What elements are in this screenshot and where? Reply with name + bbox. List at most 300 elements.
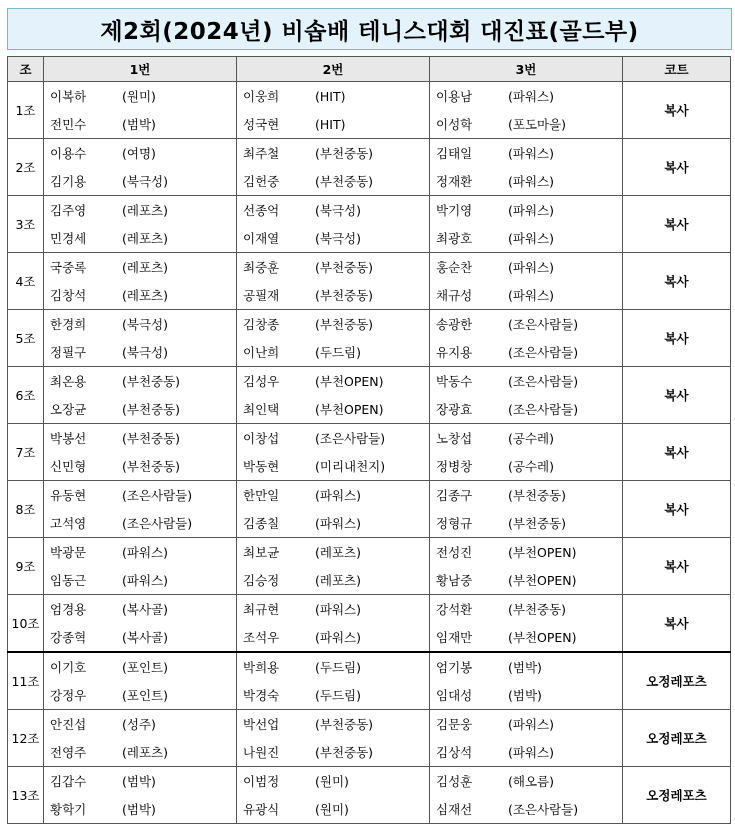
- player-entry: [243, 452, 429, 480]
- player-club: (파워스): [508, 745, 554, 760]
- player-name: 최중훈: [243, 260, 280, 275]
- player-entry: [436, 224, 622, 252]
- group-label: 13조: [8, 767, 44, 824]
- player-entry: [50, 566, 236, 594]
- player-club: (레포츠): [122, 203, 168, 218]
- player-club: (부천OPEN): [315, 402, 384, 417]
- player-entry: [436, 623, 622, 651]
- player-entry: [243, 110, 429, 138]
- player-club: (레포츠): [122, 745, 168, 760]
- player-club: (조은사람들): [122, 516, 193, 531]
- slot-3-cell: [430, 196, 623, 253]
- slot-1-cell: [44, 595, 237, 653]
- group-row: [8, 538, 731, 595]
- player-name: 전영주: [50, 745, 87, 760]
- player-club: (성주): [122, 717, 156, 732]
- player-name: 임대성: [436, 688, 473, 703]
- player-name: 신민형: [50, 459, 87, 474]
- slot-2-cell: [237, 196, 430, 253]
- slot-3-cell: [430, 595, 623, 653]
- player-club: (해오름): [508, 774, 554, 789]
- slot-1-cell: [44, 710, 237, 767]
- player-name: 이용수: [50, 146, 87, 161]
- slot-3-cell: [430, 139, 623, 196]
- player-name: 김주영: [50, 203, 87, 218]
- player-entry: [50, 653, 236, 681]
- player-entry: [436, 681, 622, 709]
- player-name: 이재열: [243, 231, 280, 246]
- player-club: (조은사람들): [508, 402, 579, 417]
- header-group: 조: [8, 57, 44, 82]
- player-club: (북극성): [315, 231, 361, 246]
- group-row: [8, 767, 731, 824]
- player-entry: [50, 481, 236, 509]
- player-name: 강종혁: [50, 630, 87, 645]
- header-slot-3: 3번: [430, 57, 623, 82]
- player-name: 조석우: [243, 630, 280, 645]
- player-club: (레포츠): [315, 545, 361, 560]
- player-name: 노창섭: [436, 431, 473, 446]
- player-entry: [243, 310, 429, 338]
- player-club: (파워스): [508, 203, 554, 218]
- player-entry: [50, 224, 236, 252]
- player-entry: [50, 367, 236, 395]
- player-name: 유지용: [436, 345, 473, 360]
- player-club: (파워스): [508, 260, 554, 275]
- player-entry: [50, 395, 236, 423]
- player-club: (파워스): [315, 516, 361, 531]
- player-entry: [436, 367, 622, 395]
- player-entry: [436, 595, 622, 623]
- player-name: 민경세: [50, 231, 87, 246]
- player-entry: [50, 538, 236, 566]
- court-name: 복사: [623, 424, 731, 481]
- court-name: 복사: [623, 595, 731, 653]
- group-label: 3조: [8, 196, 44, 253]
- player-club: (북극성): [315, 203, 361, 218]
- player-entry: [436, 795, 622, 823]
- player-entry: [243, 767, 429, 795]
- court-name: 복사: [623, 82, 731, 139]
- player-entry: [50, 253, 236, 281]
- player-club: (미리내천지): [315, 459, 386, 474]
- player-club: (파워스): [508, 174, 554, 189]
- player-club: (부천OPEN): [315, 374, 384, 389]
- player-club: (부천중동): [315, 717, 374, 732]
- player-entry: [50, 338, 236, 366]
- group-label: 6조: [8, 367, 44, 424]
- player-club: (레포츠): [122, 231, 168, 246]
- player-club: (조은사람들): [508, 802, 579, 817]
- player-name: 황학기: [50, 802, 87, 817]
- player-entry: [243, 395, 429, 423]
- player-club: (원미): [315, 802, 349, 817]
- player-name: 엄기봉: [436, 660, 473, 675]
- player-entry: [436, 509, 622, 537]
- player-entry: [243, 509, 429, 537]
- page-title: 제2회(2024년) 비솝배 테니스대회 대진표(골드부): [100, 18, 639, 45]
- player-name: 박동현: [243, 459, 280, 474]
- player-entry: [50, 595, 236, 623]
- player-name: 김갑수: [50, 774, 87, 789]
- slot-3-cell: [430, 253, 623, 310]
- player-club: (범박): [508, 688, 542, 703]
- player-club: (레포츠): [122, 288, 168, 303]
- player-name: 고석영: [50, 516, 87, 531]
- player-entry: [436, 538, 622, 566]
- player-entry: [50, 139, 236, 167]
- player-name: 김헌중: [243, 174, 280, 189]
- player-club: (부천중동): [122, 459, 181, 474]
- player-name: 김기용: [50, 174, 87, 189]
- player-club: (부천OPEN): [508, 573, 577, 588]
- player-entry: [436, 452, 622, 480]
- player-name: 김창석: [50, 288, 87, 303]
- player-name: 박기영: [436, 203, 473, 218]
- player-name: 김승정: [243, 573, 280, 588]
- player-entry: [50, 623, 236, 651]
- player-name: 오장균: [50, 402, 87, 417]
- player-club: (부천중동): [508, 488, 567, 503]
- slot-2-cell: [237, 538, 430, 595]
- header-slot-1: 1번: [44, 57, 237, 82]
- player-club: (원미): [315, 774, 349, 789]
- player-entry: [436, 310, 622, 338]
- player-club: (복사골): [122, 602, 168, 617]
- player-entry: [50, 738, 236, 766]
- player-club: (포인트): [122, 688, 168, 703]
- player-name: 임동근: [50, 573, 87, 588]
- player-club: (복사골): [122, 630, 168, 645]
- court-name: 복사: [623, 139, 731, 196]
- player-club: (북극성): [122, 345, 168, 360]
- player-entry: [243, 595, 429, 623]
- court-name: 복사: [623, 481, 731, 538]
- player-name: 박선업: [243, 717, 280, 732]
- player-name: 엄경용: [50, 602, 87, 617]
- player-club: (파워스): [508, 146, 554, 161]
- player-name: 박광문: [50, 545, 87, 560]
- player-club: (HIT): [315, 116, 346, 132]
- player-entry: [243, 681, 429, 709]
- player-entry: [436, 253, 622, 281]
- player-entry: [243, 566, 429, 594]
- player-entry: [436, 395, 622, 423]
- player-club: (부천중동): [315, 174, 374, 189]
- slot-3-cell: [430, 424, 623, 481]
- player-name: 김태일: [436, 146, 473, 161]
- slot-3-cell: [430, 367, 623, 424]
- player-name: 강석환: [436, 602, 473, 617]
- player-name: 박경숙: [243, 688, 280, 703]
- group-row: [8, 196, 731, 253]
- player-name: 이난희: [243, 345, 280, 360]
- court-name: 복사: [623, 538, 731, 595]
- player-entry: [243, 653, 429, 681]
- player-name: 한경희: [50, 317, 87, 332]
- slot-3-cell: [430, 82, 623, 139]
- player-entry: [436, 338, 622, 366]
- player-entry: [50, 509, 236, 537]
- player-entry: [50, 795, 236, 823]
- player-club: (조은사람들): [122, 488, 193, 503]
- player-entry: [50, 681, 236, 709]
- player-club: (범박): [122, 774, 156, 789]
- title-bar: [7, 8, 732, 50]
- player-entry: [436, 196, 622, 224]
- player-club: (부천OPEN): [508, 630, 577, 645]
- player-club: (부천OPEN): [508, 545, 577, 560]
- bracket-body: [8, 82, 731, 824]
- player-name: 송광한: [436, 317, 473, 332]
- player-name: 국중록: [50, 260, 87, 275]
- player-entry: [436, 653, 622, 681]
- group-row: [8, 310, 731, 367]
- court-name: 오정레포츠: [623, 652, 731, 710]
- player-club: (조은사람들): [508, 345, 579, 360]
- slot-3-cell: [430, 652, 623, 710]
- slot-2-cell: [237, 481, 430, 538]
- player-club: (포도마을): [508, 117, 567, 132]
- player-club: (원미): [122, 89, 156, 104]
- group-row: [8, 481, 731, 538]
- player-name: 심재선: [436, 802, 473, 817]
- court-name: 복사: [623, 310, 731, 367]
- player-club: (부천중동): [122, 374, 181, 389]
- bracket-table: [7, 56, 731, 824]
- player-entry: [436, 167, 622, 195]
- player-entry: [436, 738, 622, 766]
- player-name: 박희용: [243, 660, 280, 675]
- player-club: (파워스): [508, 231, 554, 246]
- player-entry: [243, 367, 429, 395]
- slot-1-cell: [44, 538, 237, 595]
- slot-2-cell: [237, 595, 430, 653]
- player-entry: [243, 167, 429, 195]
- player-entry: [50, 196, 236, 224]
- player-name: 최규현: [243, 602, 280, 617]
- player-entry: [243, 481, 429, 509]
- slot-1-cell: [44, 481, 237, 538]
- slot-1-cell: [44, 82, 237, 139]
- court-name: 오정레포츠: [623, 710, 731, 767]
- player-name: 최온용: [50, 374, 87, 389]
- player-entry: [436, 481, 622, 509]
- player-name: 채규성: [436, 288, 473, 303]
- slot-2-cell: [237, 253, 430, 310]
- player-entry: [243, 424, 429, 452]
- player-entry: [50, 767, 236, 795]
- player-name: 정필구: [50, 345, 87, 360]
- slot-3-cell: [430, 767, 623, 824]
- court-name: 복사: [623, 367, 731, 424]
- player-entry: [436, 767, 622, 795]
- player-club: (두드림): [315, 345, 361, 360]
- slot-2-cell: [237, 310, 430, 367]
- player-club: (파워스): [315, 630, 361, 645]
- group-label: 9조: [8, 538, 44, 595]
- player-name: 최인택: [243, 402, 280, 417]
- player-name: 강정우: [50, 688, 87, 703]
- slot-1-cell: [44, 652, 237, 710]
- player-entry: [50, 281, 236, 309]
- player-name: 황남중: [436, 573, 473, 588]
- group-row: [8, 710, 731, 767]
- player-name: 김종구: [436, 488, 473, 503]
- player-name: 김종칠: [243, 516, 280, 531]
- player-club: (파워스): [508, 89, 554, 104]
- player-club: (조은사람들): [508, 374, 579, 389]
- player-name: 공필재: [243, 288, 280, 303]
- player-club: (여명): [122, 146, 156, 161]
- slot-3-cell: [430, 310, 623, 367]
- player-name: 이용남: [436, 89, 473, 104]
- group-row: [8, 82, 731, 139]
- player-club: (포인트): [122, 660, 168, 675]
- player-club: (레포츠): [122, 260, 168, 275]
- player-name: 정재환: [436, 174, 473, 189]
- player-name: 김성훈: [436, 774, 473, 789]
- player-name: 김문웅: [436, 717, 473, 732]
- player-name: 김상석: [436, 745, 473, 760]
- player-club: (북극성): [122, 174, 168, 189]
- player-club: (부천중동): [315, 317, 374, 332]
- player-name: 이성학: [436, 117, 473, 132]
- header-slot-2: 2번: [237, 57, 430, 82]
- player-club: (범박): [122, 802, 156, 817]
- player-name: 장광효: [436, 402, 473, 417]
- player-name: 이기호: [50, 660, 87, 675]
- player-entry: [436, 566, 622, 594]
- player-entry: [243, 139, 429, 167]
- player-entry: [243, 224, 429, 252]
- player-entry: [436, 110, 622, 138]
- player-entry: [243, 281, 429, 309]
- player-club: (부천중동): [315, 745, 374, 760]
- player-club: (공수레): [508, 431, 554, 446]
- player-entry: [243, 253, 429, 281]
- player-entry: [436, 710, 622, 738]
- player-club: (파워스): [315, 488, 361, 503]
- player-entry: [436, 82, 622, 110]
- player-club: (조은사람들): [315, 431, 386, 446]
- group-row: [8, 367, 731, 424]
- player-entry: [243, 623, 429, 651]
- player-entry: [436, 139, 622, 167]
- player-name: 최주철: [243, 146, 280, 161]
- player-name: 안진섭: [50, 717, 87, 732]
- group-label: 10조: [8, 595, 44, 653]
- player-entry: [436, 281, 622, 309]
- player-name: 이창섭: [243, 431, 280, 446]
- player-name: 성국현: [243, 117, 280, 132]
- slot-2-cell: [237, 710, 430, 767]
- slot-1-cell: [44, 424, 237, 481]
- slot-2-cell: [237, 652, 430, 710]
- player-club: (부천중동): [508, 516, 567, 531]
- court-name: 복사: [623, 196, 731, 253]
- player-club: (레포츠): [315, 573, 361, 588]
- player-name: 최보균: [243, 545, 280, 560]
- player-entry: [50, 110, 236, 138]
- player-club: (조은사람들): [508, 317, 579, 332]
- group-label: 2조: [8, 139, 44, 196]
- slot-3-cell: [430, 710, 623, 767]
- slot-1-cell: [44, 196, 237, 253]
- player-name: 박봉선: [50, 431, 87, 446]
- player-name: 정형규: [436, 516, 473, 531]
- player-name: 김성우: [243, 374, 280, 389]
- player-name: 전민수: [50, 117, 87, 132]
- player-club: (공수레): [508, 459, 554, 474]
- player-club: (두드림): [315, 688, 361, 703]
- player-club: (부천중동): [315, 260, 374, 275]
- player-club: (파워스): [508, 288, 554, 303]
- player-club: (두드림): [315, 660, 361, 675]
- player-club: (부천중동): [315, 146, 374, 161]
- slot-1-cell: [44, 139, 237, 196]
- player-name: 이웅희: [243, 89, 280, 104]
- player-club: (부천중동): [122, 431, 181, 446]
- player-name: 박동수: [436, 374, 473, 389]
- slot-2-cell: [237, 424, 430, 481]
- group-label: 11조: [8, 652, 44, 710]
- slot-1-cell: [44, 253, 237, 310]
- player-name: 최광호: [436, 231, 473, 246]
- slot-2-cell: [237, 367, 430, 424]
- player-name: 이복하: [50, 89, 87, 104]
- player-club: (파워스): [315, 602, 361, 617]
- player-club: (HIT): [315, 88, 346, 104]
- player-entry: [50, 424, 236, 452]
- slot-2-cell: [237, 767, 430, 824]
- slot-1-cell: [44, 310, 237, 367]
- player-entry: [243, 710, 429, 738]
- player-name: 유동현: [50, 488, 87, 503]
- player-entry: [243, 795, 429, 823]
- group-row: [8, 139, 731, 196]
- player-club: (범박): [508, 660, 542, 675]
- player-entry: [243, 338, 429, 366]
- player-name: 유광식: [243, 802, 280, 817]
- header-row: [8, 57, 731, 82]
- player-name: 홍순찬: [436, 260, 473, 275]
- player-entry: [50, 82, 236, 110]
- group-row: [8, 595, 731, 653]
- group-label: 12조: [8, 710, 44, 767]
- player-entry: [243, 738, 429, 766]
- player-club: (부천중동): [508, 602, 567, 617]
- header-court: 코트: [623, 57, 731, 82]
- player-club: (범박): [122, 117, 156, 132]
- player-entry: [243, 82, 429, 110]
- slot-2-cell: [237, 82, 430, 139]
- group-label: 8조: [8, 481, 44, 538]
- player-club: (파워스): [122, 545, 168, 560]
- player-name: 나원진: [243, 745, 280, 760]
- court-name: 오정레포츠: [623, 767, 731, 824]
- player-club: (부천중동): [122, 402, 181, 417]
- player-club: (파워스): [122, 573, 168, 588]
- player-club: (파워스): [508, 717, 554, 732]
- player-club: (부천중동): [315, 288, 374, 303]
- player-club: (북극성): [122, 317, 168, 332]
- group-row: [8, 253, 731, 310]
- slot-1-cell: [44, 367, 237, 424]
- slot-3-cell: [430, 538, 623, 595]
- player-name: 전성진: [436, 545, 473, 560]
- group-row: [8, 424, 731, 481]
